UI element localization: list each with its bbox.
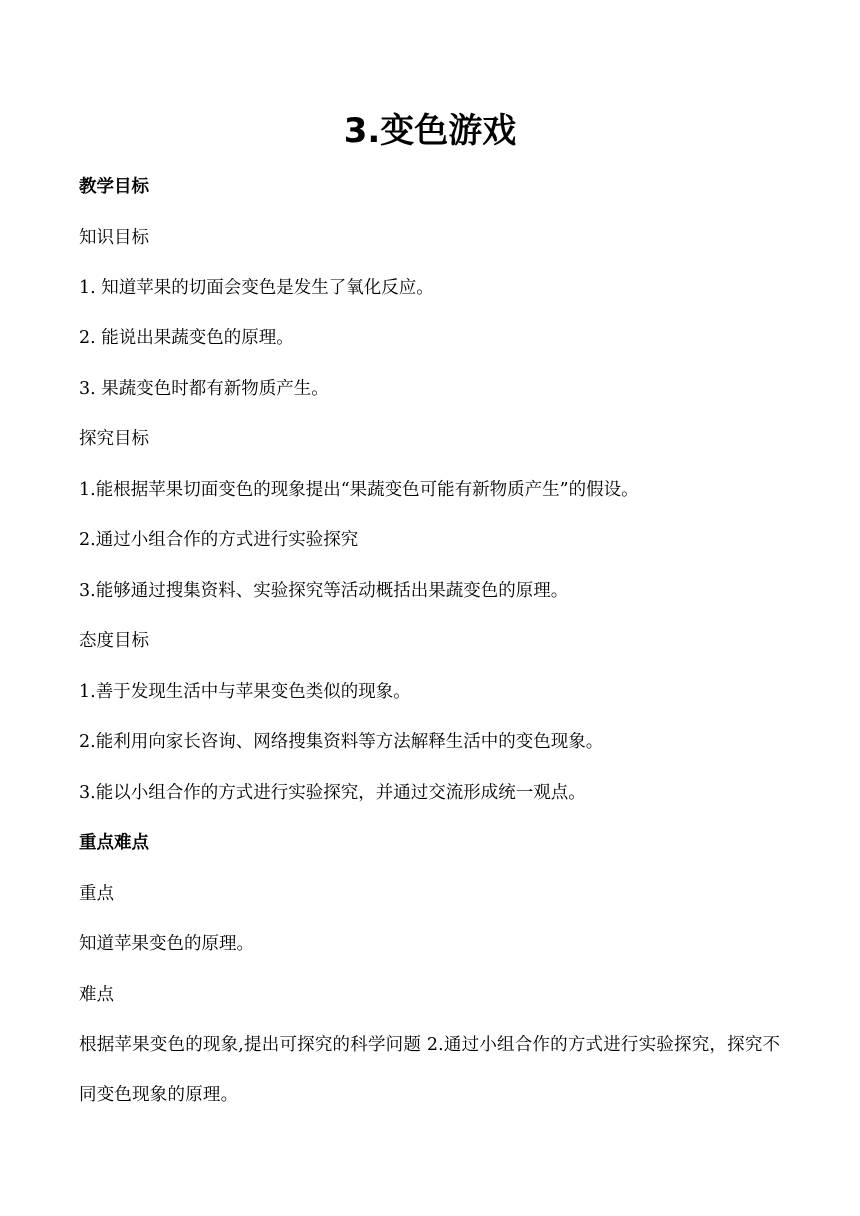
knowledge-heading: 知识目标 xyxy=(79,228,149,248)
inquiry-item-2: 2.通过小组合作的方式进行实验探究 xyxy=(79,530,359,550)
inquiry-heading: 探究目标 xyxy=(79,429,149,449)
knowledge-item-3: 3. 果蔬变色时都有新物质产生。 xyxy=(79,379,329,399)
attitude-item-1: 1.善于发现生活中与苹果变色类似的现象。 xyxy=(79,682,411,702)
key-text: 知道苹果变色的原理。 xyxy=(79,934,254,954)
page-title: 3.变色游戏 xyxy=(343,111,517,151)
attitude-heading: 态度目标 xyxy=(79,631,149,651)
attitude-item-2: 2.能利用向家长咨询、网络搜集资料等方法解释生活中的变色现象。 xyxy=(79,732,604,752)
knowledge-item-1: 1. 知道苹果的切面会变色是发生了氧化反应。 xyxy=(79,278,434,298)
attitude-item-3: 3.能以小组合作的方式进行实验探究，并通过交流形成统一观点。 xyxy=(79,783,586,803)
inquiry-item-1: 1.能根据苹果切面变色的现象提出“果蔬变色可能有新物质产生”的假设。 xyxy=(79,480,639,500)
key-difficult-heading: 重点难点 xyxy=(79,833,149,853)
knowledge-item-2: 2. 能说出果蔬变色的原理。 xyxy=(79,328,294,348)
difficult-text: 根据苹果变色的现象,提出可探究的科学问题 2.通过小组合作的方式进行实验探究，探究不同变色现象的原理。 xyxy=(79,1035,781,1105)
inquiry-item-3: 3.能够通过搜集资料、实验探究等活动概括出果蔬变色的原理。 xyxy=(79,581,569,601)
key-heading: 重点 xyxy=(79,884,114,904)
objectives-heading: 教学目标 xyxy=(79,177,149,197)
difficult-heading: 难点 xyxy=(79,985,114,1005)
